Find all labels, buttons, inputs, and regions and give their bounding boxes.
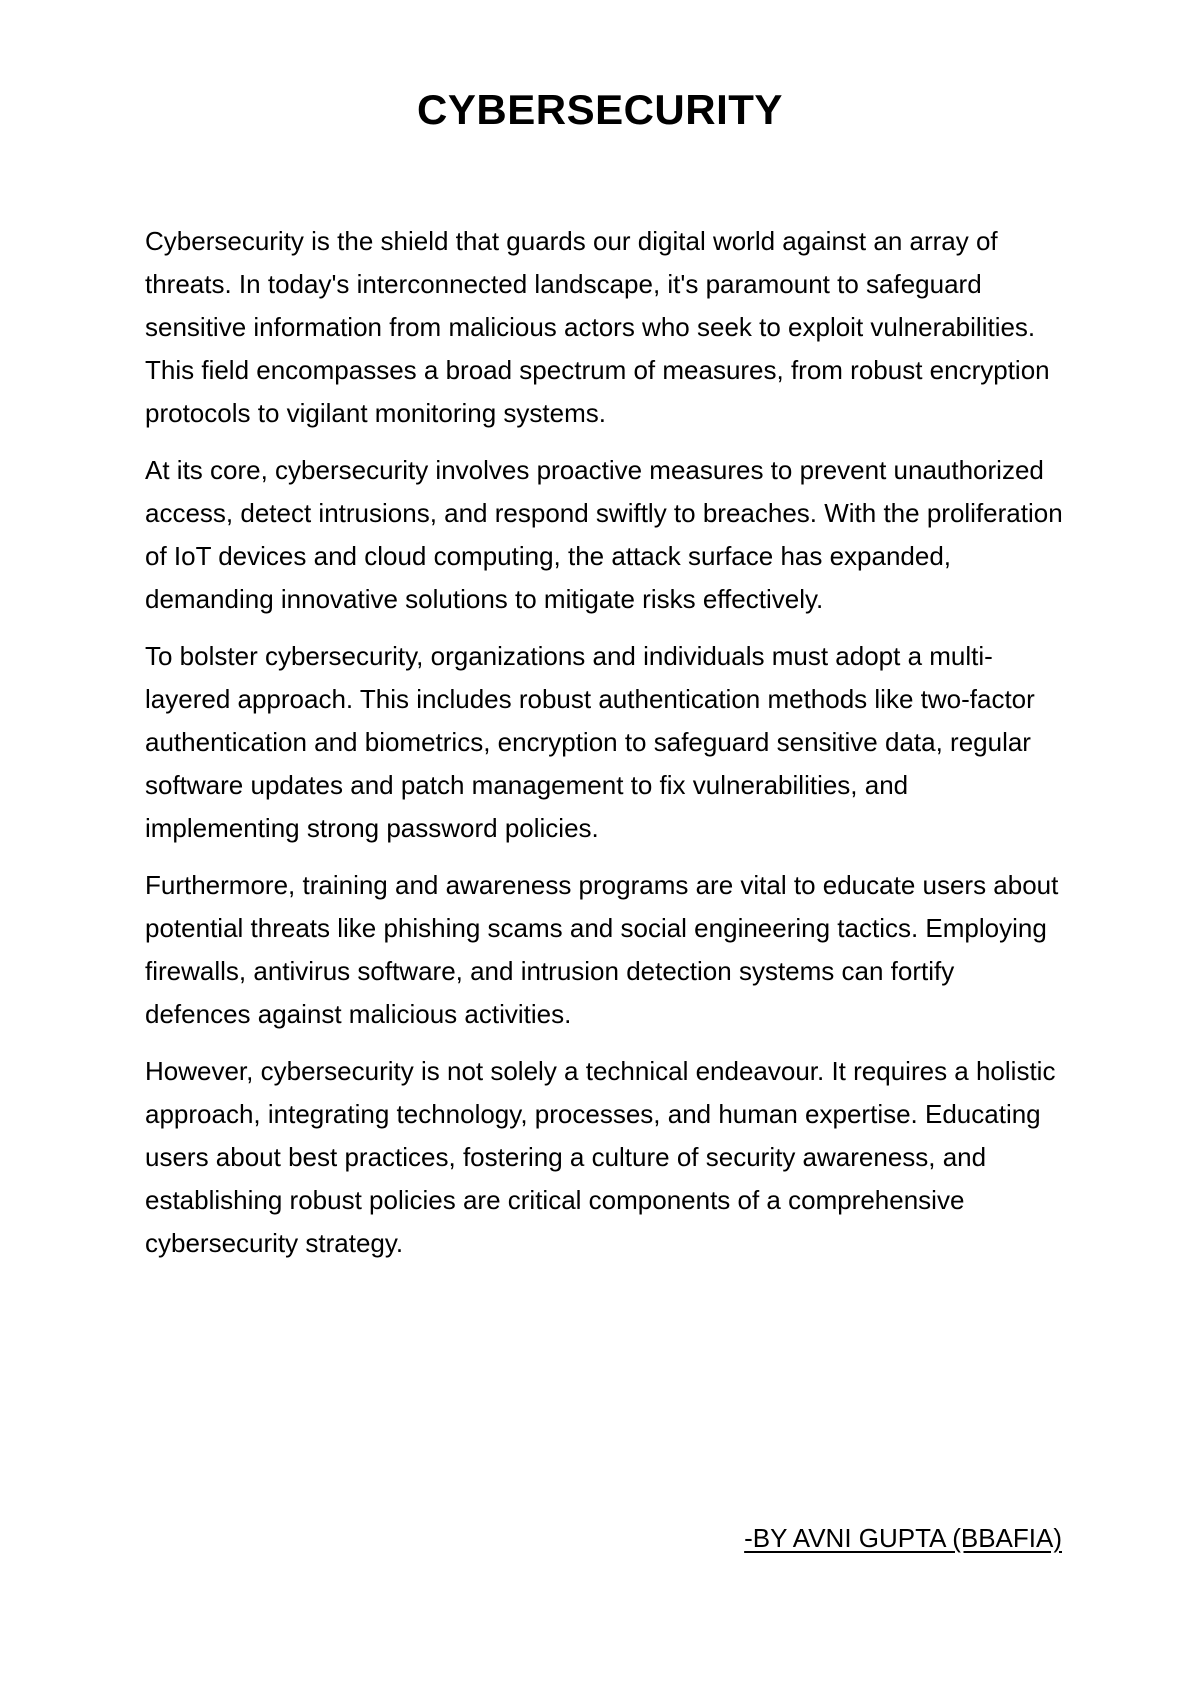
document-body [145, 220, 1065, 1279]
paragraph-5: However, cybersecurity is not solely a technical endeavour. It requires a holistic approach, integrating technology, processes, and human expertise. Educating users about best practices, fostering a culture of security awareness, and establishing robust policies are critical components of a comprehensive cybersecurity strategy. [145, 1056, 1056, 1258]
paragraph-1: Cybersecurity is the shield that guards our digital world against an array of threats. In today's interconnected landscape, it's paramount to safeguard sensitive information from malicious actors who seek to exploit vulnerabilities. This field encompasses a broad spectrum of measures, from robust encryption protocols to vigilant monitoring systems. [145, 226, 1050, 428]
author-signature: -BY AVNI GUPTA (BBAFIA) [744, 1523, 1062, 1553]
document-title: CYBERSECURITY [417, 86, 783, 133]
paragraph-2: At its core, cybersecurity involves proactive measures to prevent unauthorized access, detect intrusions, and respond swiftly to breaches. With the proliferation of IoT devices and cloud computing, the attack surface has expanded, demanding innovative solutions to mitigate risks effectively. [145, 455, 1063, 614]
paragraph-4: Furthermore, training and awareness programs are vital to educate users about potential threats like phishing scams and social engineering tactics. Employing firewalls, antivirus software, and intrusion detection systems can fortify defences against malicious activities. [145, 870, 1059, 1029]
paragraph-3: To bolster cybersecurity, organizations and individuals must adopt a multi-layered approach. This includes robust authentication methods like two-factor authentication and biometrics, encryption to safeguard sensitive data, regular software updates and patch management to fix vulnerabilities, and implementing strong password policies. [145, 641, 1035, 843]
